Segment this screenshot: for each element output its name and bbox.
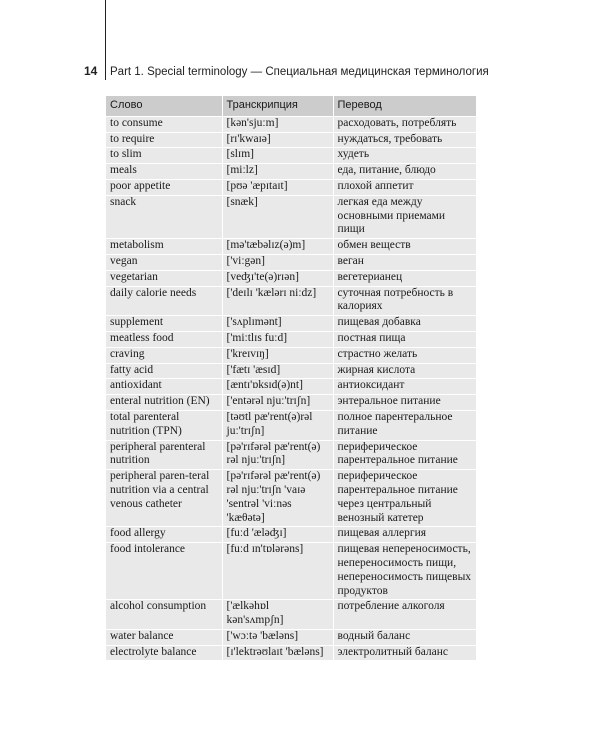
cell-translation: нуждаться, требовать <box>333 132 476 148</box>
cell-translation: потребление алкоголя <box>333 600 476 630</box>
cell-word: poor appetite <box>106 179 222 195</box>
cell-translation: энтеральное питание <box>333 395 476 411</box>
cell-translation: постная пища <box>333 331 476 347</box>
cell-word: snack <box>106 195 222 238</box>
cell-transcription: [rɪ'kwaɪə] <box>222 132 333 148</box>
table-header-row <box>106 96 476 116</box>
cell-word: to consume <box>106 116 222 132</box>
table-row <box>106 527 476 543</box>
column-header-transcription: Транскрипция <box>222 96 333 116</box>
cell-translation: расходовать, потреблять <box>333 116 476 132</box>
table-row <box>106 179 476 195</box>
table-row <box>106 379 476 395</box>
cell-transcription: ['sʌplɪmənt] <box>222 316 333 332</box>
cell-word: water balance <box>106 629 222 645</box>
table-row <box>106 132 476 148</box>
cell-translation: легкая еда между основными приемами пищи <box>333 195 476 238</box>
cell-word: supplement <box>106 316 222 332</box>
cell-translation: полное парентеральное питание <box>333 410 476 440</box>
cell-translation: вегетерианец <box>333 270 476 286</box>
vocabulary-table <box>106 96 476 660</box>
cell-word: daily calorie needs <box>106 286 222 316</box>
cell-word: peripheral parenteral nutrition <box>106 440 222 470</box>
table-row <box>106 363 476 379</box>
running-title: Part 1. Special terminology — Специальная медицинская терминология <box>110 66 489 78</box>
cell-translation: обмен веществ <box>333 239 476 255</box>
cell-transcription: ['kreɪvɪŋ] <box>222 347 333 363</box>
cell-transcription: [pə'rɪfərəl pæ'rent(ə) rəl njuː'trɪʃn] <box>222 440 333 470</box>
cell-word: enteral nutrition (EN) <box>106 395 222 411</box>
cell-transcription: ['viːgən] <box>222 254 333 270</box>
cell-word: vegetarian <box>106 270 222 286</box>
cell-word: alcohol consumption <box>106 600 222 630</box>
cell-transcription: [veʤɪ'te(ə)rɪən] <box>222 270 333 286</box>
column-header-translation: Перевод <box>333 96 476 116</box>
cell-word: antioxidant <box>106 379 222 395</box>
cell-transcription: [fuːd ɪn'tɒlərəns] <box>222 543 333 600</box>
cell-translation: веган <box>333 254 476 270</box>
cell-transcription: [pə'rɪfərəl pæ'rent(ə) rəl njuː'trɪʃn 'vaɪə 'sentrəl 'viːnəs 'kæθətə] <box>222 470 333 527</box>
cell-translation: пищевая добавка <box>333 316 476 332</box>
column-header-word: Слово <box>106 96 222 116</box>
table-row <box>106 440 476 470</box>
cell-word: food allergy <box>106 527 222 543</box>
table-row <box>106 629 476 645</box>
table-row <box>106 470 476 527</box>
table-row <box>106 410 476 440</box>
cell-word: electrolyte balance <box>106 645 222 660</box>
cell-transcription: ['entərəl njuː'trɪʃn] <box>222 395 333 411</box>
cell-translation: плохой аппетит <box>333 179 476 195</box>
cell-translation: электролитный баланс <box>333 645 476 660</box>
cell-transcription: [pʊə 'æpɪtaɪt] <box>222 179 333 195</box>
cell-word: to require <box>106 132 222 148</box>
cell-transcription: ['miːtlɪs fuːd] <box>222 331 333 347</box>
cell-translation: жирная кислота <box>333 363 476 379</box>
cell-transcription: [təʊtl pæ'rent(ə)rəl juː'trɪʃn] <box>222 410 333 440</box>
page-header <box>84 64 560 78</box>
cell-word: to slim <box>106 148 222 164</box>
cell-translation: пищевая непереносимость, непереносимость пищи, непереносимость пищевых продуктов <box>333 543 476 600</box>
cell-translation: антиоксидант <box>333 379 476 395</box>
table-row <box>106 347 476 363</box>
table-row <box>106 600 476 630</box>
cell-transcription: ['fætɪ 'æsɪd] <box>222 363 333 379</box>
cell-transcription: [slɪm] <box>222 148 333 164</box>
cell-word: total parenteral nutrition (TPN) <box>106 410 222 440</box>
cell-transcription: ['wɔːtə 'bæləns] <box>222 629 333 645</box>
cell-word: metabolism <box>106 239 222 255</box>
cell-word: peripheral paren-teral nutrition via a central venous catheter <box>106 470 222 527</box>
cell-translation: водный баланс <box>333 629 476 645</box>
cell-translation: пищевая аллергия <box>333 527 476 543</box>
table-row <box>106 543 476 600</box>
cell-translation: еда, питание, блюдо <box>333 164 476 180</box>
table-row <box>106 239 476 255</box>
cell-word: food intolerance <box>106 543 222 600</box>
cell-word: meatless food <box>106 331 222 347</box>
cell-translation: худеть <box>333 148 476 164</box>
cell-transcription: [fuːd 'æləʤɪ] <box>222 527 333 543</box>
cell-transcription: [ɪ'lektrəʊlaɪt 'bæləns] <box>222 645 333 660</box>
cell-transcription: [snæk] <box>222 195 333 238</box>
table-row <box>106 286 476 316</box>
cell-transcription: [mə'tæbəlɪz(ə)m] <box>222 239 333 255</box>
cell-translation: периферическое парентеральное питание через центральный венозный катетер <box>333 470 476 527</box>
table-row <box>106 270 476 286</box>
cell-translation: страстно желать <box>333 347 476 363</box>
table-row <box>106 316 476 332</box>
table-row <box>106 148 476 164</box>
table-row <box>106 645 476 660</box>
table-row <box>106 331 476 347</box>
table-row <box>106 116 476 132</box>
cell-translation: периферическое парентеральное питание <box>333 440 476 470</box>
cell-word: fatty acid <box>106 363 222 379</box>
page-number: 14 <box>84 64 98 78</box>
cell-word: craving <box>106 347 222 363</box>
cell-transcription: ['ælkəhɒl kən'sʌmpʃn] <box>222 600 333 630</box>
table-row <box>106 164 476 180</box>
cell-transcription: ['deɪlɪ 'kælərɪ niːdz] <box>222 286 333 316</box>
cell-word: vegan <box>106 254 222 270</box>
table-row <box>106 395 476 411</box>
cell-transcription: [kən'sjuːm] <box>222 116 333 132</box>
cell-translation: суточная потребность в калориях <box>333 286 476 316</box>
table-row <box>106 195 476 238</box>
cell-transcription: [miːlz] <box>222 164 333 180</box>
cell-transcription: [æntɪ'ɒksɪd(ə)nt] <box>222 379 333 395</box>
cell-word: meals <box>106 164 222 180</box>
table-row <box>106 254 476 270</box>
